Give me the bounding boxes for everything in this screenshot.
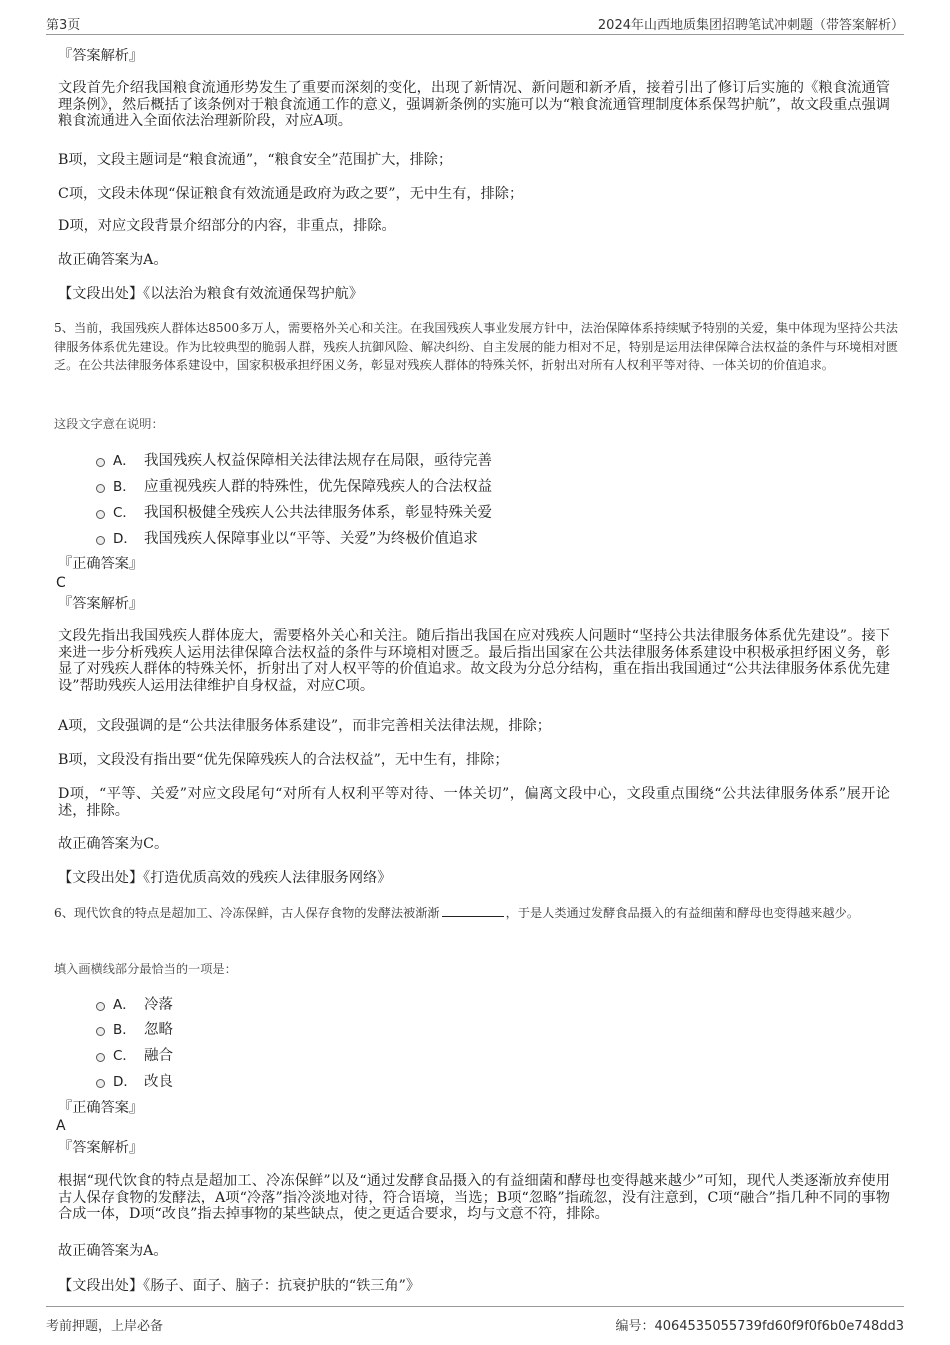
- option-letter: B．: [113, 479, 136, 495]
- option-text: 冷落: [144, 996, 173, 1013]
- radio-icon[interactable]: [96, 1079, 105, 1088]
- fill-blank: [442, 904, 504, 917]
- q4-conclusion: 故正确答案为A。: [58, 252, 168, 268]
- option-text: 忽略: [144, 1021, 173, 1038]
- option-text: 我国残疾人权益保障相关法律法规存在局限，亟待完善: [144, 452, 492, 469]
- radio-icon[interactable]: [96, 458, 105, 467]
- q5-option-c[interactable]: [96, 501, 492, 521]
- q5-option-b[interactable]: [96, 475, 492, 495]
- q6-option-b[interactable]: [96, 1018, 173, 1038]
- q6-analysis-tag: 『答案解析』: [58, 1140, 144, 1156]
- q6-source: 【文段出处】《肠子、面子、脑子：抗衰护肤的“铁三角”》: [58, 1278, 421, 1294]
- q4-analysis-paragraph: 文段首先介绍我国粮食流通形势发生了重要而深刻的变化，出现了新情况、新问题和新矛盾，接着引出了修订后实施的《粮食流通管理条例》，然后概括了该条例对于粮食流通工作的意义，强调新条例的实施可以为“粮食流通管理制度体系保驾护航”，故文段重点强调粮食流通进入全面依法治理新阶段，对应A项。: [58, 80, 890, 129]
- q6-option-c[interactable]: [96, 1044, 173, 1064]
- q5-conclusion: 故正确答案为C。: [58, 836, 169, 852]
- footer-document-id: 编号：4064535055739fd60f9f0f6b0e748dd3: [615, 1319, 904, 1334]
- option-letter: D．: [113, 531, 137, 547]
- option-text: 应重视残疾人群的特殊性，优先保障残疾人的合法权益: [144, 478, 492, 495]
- radio-icon[interactable]: [96, 1002, 105, 1011]
- document-title: 2024年山西地质集团招聘笔试冲刺题（带答案解析）: [597, 18, 904, 33]
- q6-prompt: 填入画横线部分最恰当的一项是：: [54, 962, 237, 976]
- q5-source: 【文段出处】《打造优质高效的残疾人法律服务网络》: [58, 870, 392, 886]
- option-letter: A．: [113, 453, 136, 469]
- q4-analysis-option-d: D项，对应文段背景介绍部分的内容，非重点，排除。: [58, 218, 396, 234]
- q5-prompt: 这段文字意在说明：: [54, 417, 164, 431]
- q5-analysis-option-b: B项，文段没有指出要“优先保障残疾人的合法权益”，无中生有，排除；: [58, 752, 509, 768]
- option-letter: C．: [113, 1048, 136, 1064]
- q6-option-a[interactable]: [96, 993, 173, 1013]
- page-number: 第3页: [46, 18, 81, 33]
- q4-source: 【文段出处】《以法治为粮食有效流通保驾护航》: [58, 286, 364, 302]
- radio-icon[interactable]: [96, 1027, 105, 1036]
- option-letter: B．: [113, 1022, 136, 1038]
- q5-analysis-paragraph: 文段先指出我国残疾人群体庞大，需要格外关心和关注。随后指出我国在应对残疾人问题时“坚持公共法律服务体系优先建设”。接下来进一步分析残疾人运用法律保障合法权益的条件与环境相对匮乏。最后指出国家在公共法律服务体系建设中积极承担纾困义务，彰显了对残疾人群体的特殊关怀，折射出了对人权平等的价值追求。故文段为分总分结构，重在指出我国通过“公共法律服务体系优先建设”帮助残疾人运用法律维护自身权益，对应C项。: [58, 628, 890, 694]
- q5-correct-tag: 『正确答案』: [58, 556, 144, 572]
- q6-conclusion: 故正确答案为A。: [58, 1243, 168, 1259]
- q5-analysis-option-d: D项，“平等、关爱”对应文段尾句“对所有人权利平等对待、一体关切”，偏离文段中心，文段重点围绕“公共法律服务体系”展开论述，排除。: [58, 786, 890, 819]
- q4-analysis-option-c: C项，文段未体现“保证粮食有效流通是政府为政之要”，无中生有，排除；: [58, 186, 524, 202]
- q5-analysis-option-a: A项，文段强调的是“公共法律服务体系建设”，而非完善相关法律法规，排除；: [58, 718, 551, 734]
- q5-option-d[interactable]: [96, 527, 478, 547]
- q6-analysis-paragraph: 根据“现代饮食的特点是超加工、冷冻保鲜”以及“通过发酵食品摄入的有益细菌和酵母也变得越来越少”可知，现代人类逐渐放弃使用古人保存食物的发酵法，A项“冷落”指冷淡地对待，符合语境，当选；B项“忽略”指疏忽，没有注意到，C项“融合”指几种不同的事物合成一体，D项“改良”指去掉事物的某些缺点，使之更适合要求，均与文意不符，排除。: [58, 1173, 890, 1222]
- footer-slogan: 考前押题，上岸必备: [46, 1319, 164, 1334]
- q5-stem: 5、当前，我国残疾人群体达8500多万人，需要格外关心和关注。在我国残疾人事业发展方针中，法治保障体系持续赋予特别的关爱，集中体现为坚持公共法律服务体系优先建设。作为比较典型的脆弱人群，残疾人抗御风险、解决纠纷、自主发展的能力相对不足，特别是运用法律保障合法权益的条件与环境相对匮乏。在公共法律服务体系建设中，国家积极承担纾困义务，彰显对残疾人群体的特殊关怀，折射出对所有人权利平等对待、一体关切的价值追求。: [54, 321, 898, 372]
- q4-analysis-option-b: B项，文段主题词是“粮食流通”，“粮食安全”范围扩大，排除；: [58, 152, 453, 168]
- q5-option-a[interactable]: [96, 449, 492, 469]
- q6-correct-answer: A: [56, 1118, 66, 1134]
- radio-icon[interactable]: [96, 1053, 105, 1062]
- option-text: 融合: [144, 1047, 173, 1064]
- radio-icon[interactable]: [96, 536, 105, 545]
- q5-analysis-tag: 『答案解析』: [58, 596, 144, 612]
- radio-icon[interactable]: [96, 510, 105, 519]
- q5-correct-answer: C: [56, 575, 66, 591]
- option-letter: D．: [113, 1074, 137, 1090]
- option-text: 我国积极健全残疾人公共法律服务体系，彰显特殊关爱: [144, 504, 492, 521]
- q6-option-d[interactable]: [96, 1070, 173, 1090]
- q6-correct-tag: 『正确答案』: [58, 1100, 144, 1116]
- q6-stem-after: ，于是人类通过发酵食品摄入的有益细菌和酵母也变得越来越少。: [505, 906, 860, 920]
- page-header: [46, 12, 904, 35]
- option-text: 我国残疾人保障事业以“平等、关爱”为终极价值追求: [144, 530, 478, 547]
- q6-stem: [54, 904, 898, 923]
- page-footer: [46, 1306, 904, 1333]
- radio-icon[interactable]: [96, 484, 105, 493]
- option-letter: C．: [113, 505, 136, 521]
- option-text: 改良: [144, 1073, 173, 1090]
- q4-analysis-tag: 『答案解析』: [58, 48, 144, 64]
- option-letter: A．: [113, 997, 136, 1013]
- q6-stem-before: 6、现代饮食的特点是超加工、冷冻保鲜，古人保存食物的发酵法被渐渐: [54, 906, 440, 920]
